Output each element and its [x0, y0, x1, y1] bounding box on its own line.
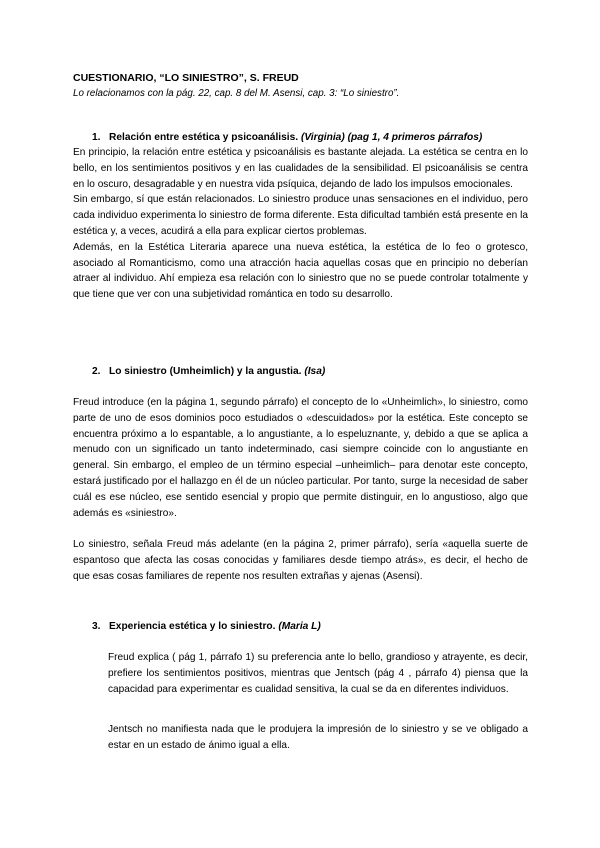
- section-1-paragraph-1: En principio, la relación entre estética y psicoanálisis es bastante alejada. La estética se centra en lo bello, en los sentimientos positivos y en las cualidades de la sensibilidad. El psicoanálisis se centra en lo oscuro, desagradable y en nuestra vida psíquica, dejando de lado los impulsos emocionales.: [73, 147, 528, 190]
- document-subtitle: Lo relacionamos con la pág. 22, cap. 8 del M. Asensi, cap. 3: “Lo siniestro”.: [73, 88, 400, 99]
- section-2-paragraph-1: Freud introduce (en la página 1, segundo párrafo) el concepto de lo «Unheimlich», lo siniestro, como parte de uno de esos dominios poco estudiados o «descuidados» por la estética. Este concepto se encuentra próximo a lo espantable, a lo angustiante, a lo espeluznante, y, debido a que se aplica a menudo con un significado un tanto indeterminado, casi siempre coincide con lo angustiante en general. Sin embargo, el empleo de un término especial –unheimlich– para denotar este concepto, estará justificado por el hallazgo en él de un núcleo particular. Por tanto, surge la necesidad de saber cuál es ese núcleo, ese sentido esencial y propio que permite distinguir, en lo angustioso, algo que además es «siniestro».: [73, 397, 528, 519]
- section-1-heading: [92, 132, 482, 143]
- section-1-paragraph-3: Además, en la Estética Literaria aparece una nueva estética, la estética de lo feo o grotesco, asociado al Romanticismo, como una atracción hacia aquellas cosas que en principio no deberían atraer al individuo. Ahí empieza esa relación con lo siniestro que no se puede controlar totalmente y que tiene que ver con una subjetividad romántica en todo su desarrollo.: [73, 241, 528, 301]
- section-2-author: (Isa): [304, 366, 326, 377]
- document-title: CUESTIONARIO, “LO SINIESTRO”, S. FREUD: [73, 72, 299, 84]
- section-1-paragraph-2: Sin embargo, sí que están relacionados. Lo siniestro produce unas sensaciones en el individuo, pero cada individuo experimenta lo siniestro de forma diferente. Esta dificultad también está presente en la estética y, a veces, acudirá a ella para explicar ciertos problemas.: [73, 194, 528, 237]
- section-1-title: Relación entre estética y psicoanálisis.: [109, 132, 299, 143]
- section-3-paragraph-2: Jentsch no manifiesta nada que le produjera la impresión de lo siniestro y se ve obligado a estar en un estado de ánimo igual a ella.: [108, 724, 528, 751]
- section-2-paragraph-2: Lo siniestro, señala Freud más adelante (en la página 2, primer párrafo), sería «aquella suerte de espantoso que afecta las cosas conocidas y familiares desde tiempo atrás», es decir, el hecho de que esas cosas familiares de repente nos resulten extrañas y ajenas (Asensi).: [73, 539, 528, 582]
- section-1-author: (Virginia) (pag 1, 4 primeros párrafos): [300, 132, 483, 143]
- section-3-heading: [92, 621, 321, 632]
- section-2-title: Lo siniestro (Umheimlich) y la angustia.: [109, 366, 302, 377]
- section-3-paragraph-1: Freud explica ( pág 1, párrafo 1) su preferencia ante lo bello, grandioso y atrayente, es decir, prefiere los sentimientos positivos, mientras que Jentsch (pág 4 , párrafo 4) piensa que la capacidad para experimentar es cualidad sensitiva, la cual se da en diferentes individuos.: [108, 652, 528, 695]
- section-2-number: 2.: [92, 366, 101, 377]
- section-1-body: [73, 145, 528, 303]
- section-1-number: 1.: [92, 132, 101, 143]
- section-2-heading: [92, 366, 325, 377]
- section-3-number: 3.: [92, 621, 101, 632]
- section-3-author: (Maria L): [278, 621, 321, 632]
- section-3-title: Experiencia estética y lo siniestro.: [109, 621, 276, 632]
